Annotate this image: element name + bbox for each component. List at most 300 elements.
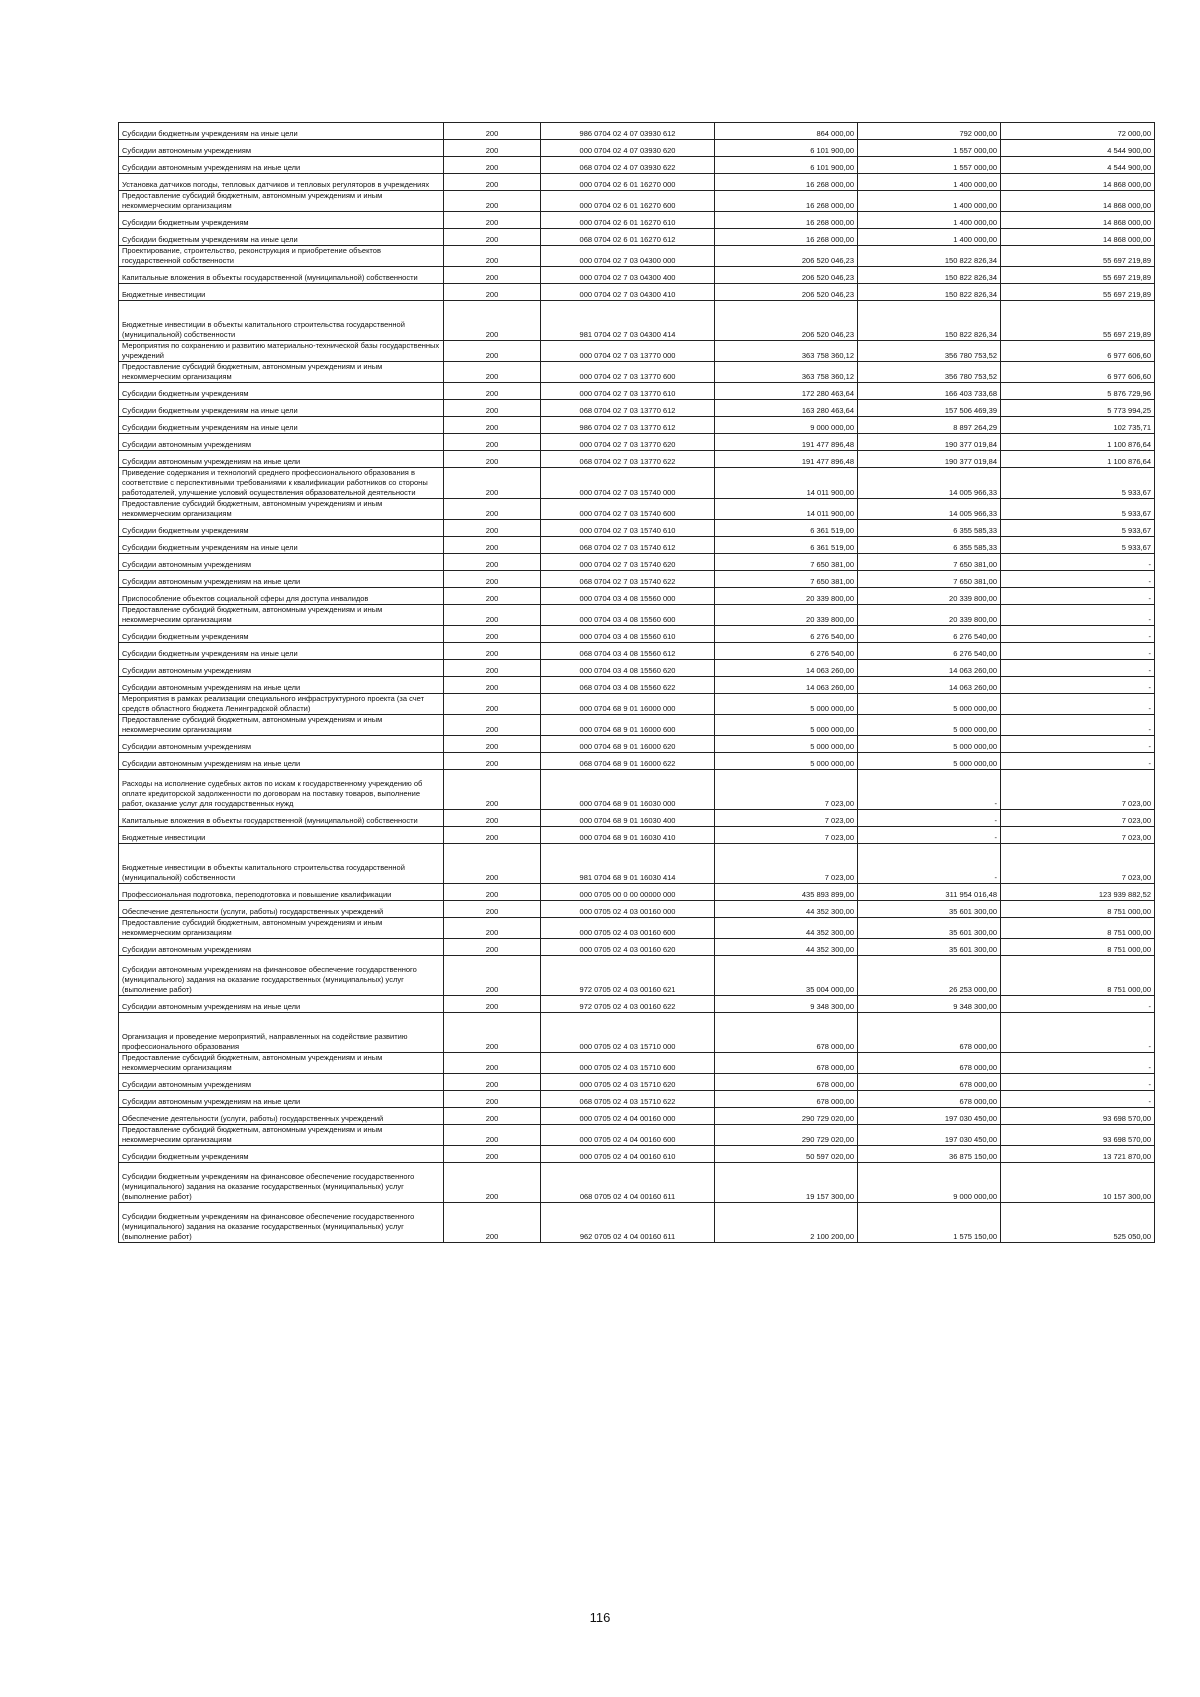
row-approved-amount-cell: 9 000 000,00 bbox=[715, 417, 858, 434]
budget-execution-table bbox=[118, 122, 1155, 1243]
row-name-cell: Бюджетные инвестиции bbox=[119, 827, 444, 844]
table-row bbox=[119, 939, 1155, 956]
row-name-cell: Субсидии бюджетным учреждениям bbox=[119, 520, 444, 537]
row-executed-amount-cell: 14 005 966,33 bbox=[858, 468, 1001, 499]
row-name-cell: Приспособление объектов социальной сферы для доступа инвалидов bbox=[119, 588, 444, 605]
row-executed-amount-cell: 7 650 381,00 bbox=[858, 554, 1001, 571]
row-unexecuted-amount-cell: 8 751 000,00 bbox=[1001, 901, 1155, 918]
row-code-cell: 200 bbox=[444, 677, 541, 694]
row-name-cell: Бюджетные инвестиции в объекты капитального строительства государственной (муниципальной) собственности bbox=[119, 844, 444, 884]
row-classification-code-cell: 000 0704 68 9 01 16000 000 bbox=[541, 694, 715, 715]
row-approved-amount-cell: 14 063 260,00 bbox=[715, 660, 858, 677]
row-classification-code-cell: 981 0704 68 9 01 16030 414 bbox=[541, 844, 715, 884]
row-classification-code-cell: 068 0704 02 7 03 15740 622 bbox=[541, 571, 715, 588]
row-unexecuted-amount-cell: - bbox=[1001, 626, 1155, 643]
table-row bbox=[119, 918, 1155, 939]
row-unexecuted-amount-cell: 72 000,00 bbox=[1001, 123, 1155, 140]
row-classification-code-cell: 000 0704 02 7 03 04300 000 bbox=[541, 246, 715, 267]
row-code-cell: 200 bbox=[444, 1053, 541, 1074]
row-unexecuted-amount-cell: 55 697 219,89 bbox=[1001, 284, 1155, 301]
row-code-cell: 200 bbox=[444, 626, 541, 643]
row-code-cell: 200 bbox=[444, 571, 541, 588]
table-row bbox=[119, 770, 1155, 810]
row-code-cell: 200 bbox=[444, 191, 541, 212]
row-name-cell: Субсидии бюджетным учреждениям на иные цели bbox=[119, 537, 444, 554]
table-row bbox=[119, 827, 1155, 844]
row-name-cell: Приведение содержания и технологий среднего профессионального образования в соответствие с перспективными требованиями к квалификации работников со стороны работодателей, улучшение условий осуществления образовательной деятельности bbox=[119, 468, 444, 499]
row-classification-code-cell: 068 0704 02 7 03 13770 612 bbox=[541, 400, 715, 417]
row-executed-amount-cell: 190 377 019,84 bbox=[858, 451, 1001, 468]
table-row bbox=[119, 753, 1155, 770]
table-row bbox=[119, 571, 1155, 588]
row-unexecuted-amount-cell: 5 773 994,25 bbox=[1001, 400, 1155, 417]
row-code-cell: 200 bbox=[444, 810, 541, 827]
table-row bbox=[119, 1203, 1155, 1243]
row-unexecuted-amount-cell: - bbox=[1001, 643, 1155, 660]
row-classification-code-cell: 000 0704 68 9 01 16030 410 bbox=[541, 827, 715, 844]
row-code-cell: 200 bbox=[444, 694, 541, 715]
row-executed-amount-cell: - bbox=[858, 810, 1001, 827]
row-code-cell: 200 bbox=[444, 400, 541, 417]
row-executed-amount-cell: 9 000 000,00 bbox=[858, 1163, 1001, 1203]
row-classification-code-cell: 000 0704 02 7 03 04300 400 bbox=[541, 267, 715, 284]
row-name-cell: Субсидии бюджетным учреждениям на иные цели bbox=[119, 123, 444, 140]
row-classification-code-cell: 000 0704 02 6 01 16270 000 bbox=[541, 174, 715, 191]
row-name-cell: Предоставление субсидий бюджетным, автономным учреждениям и иным некоммерческим организациям bbox=[119, 715, 444, 736]
row-classification-code-cell: 000 0704 02 7 03 04300 410 bbox=[541, 284, 715, 301]
row-unexecuted-amount-cell: - bbox=[1001, 753, 1155, 770]
row-executed-amount-cell: 150 822 826,34 bbox=[858, 267, 1001, 284]
row-code-cell: 200 bbox=[444, 844, 541, 884]
row-code-cell: 200 bbox=[444, 901, 541, 918]
row-approved-amount-cell: 191 477 896,48 bbox=[715, 434, 858, 451]
row-code-cell: 200 bbox=[444, 284, 541, 301]
row-approved-amount-cell: 14 063 260,00 bbox=[715, 677, 858, 694]
table-row bbox=[119, 956, 1155, 996]
row-approved-amount-cell: 7 650 381,00 bbox=[715, 571, 858, 588]
row-classification-code-cell: 962 0705 02 4 04 00160 611 bbox=[541, 1203, 715, 1243]
row-executed-amount-cell: 5 000 000,00 bbox=[858, 694, 1001, 715]
row-classification-code-cell: 000 0704 68 9 01 16000 620 bbox=[541, 736, 715, 753]
table-row bbox=[119, 362, 1155, 383]
row-classification-code-cell: 068 0704 68 9 01 16000 622 bbox=[541, 753, 715, 770]
table-body bbox=[119, 123, 1155, 1243]
row-unexecuted-amount-cell: 5 933,67 bbox=[1001, 520, 1155, 537]
row-executed-amount-cell: 150 822 826,34 bbox=[858, 284, 1001, 301]
row-name-cell: Субсидии автономным учреждениям bbox=[119, 939, 444, 956]
table-row bbox=[119, 157, 1155, 174]
row-code-cell: 200 bbox=[444, 123, 541, 140]
table-row bbox=[119, 1163, 1155, 1203]
row-executed-amount-cell: 166 403 733,68 bbox=[858, 383, 1001, 400]
row-classification-code-cell: 000 0704 02 6 01 16270 610 bbox=[541, 212, 715, 229]
row-unexecuted-amount-cell: 8 751 000,00 bbox=[1001, 939, 1155, 956]
row-unexecuted-amount-cell: 1 100 876,64 bbox=[1001, 451, 1155, 468]
row-unexecuted-amount-cell: 5 933,67 bbox=[1001, 499, 1155, 520]
row-executed-amount-cell: 678 000,00 bbox=[858, 1074, 1001, 1091]
row-unexecuted-amount-cell: 8 751 000,00 bbox=[1001, 956, 1155, 996]
row-code-cell: 200 bbox=[444, 1074, 541, 1091]
row-code-cell: 200 bbox=[444, 753, 541, 770]
row-name-cell: Мероприятия в рамках реализации специального инфраструктурного проекта (за счет средств областного бюджета Ленинградской области) bbox=[119, 694, 444, 715]
row-unexecuted-amount-cell: - bbox=[1001, 554, 1155, 571]
table-row bbox=[119, 434, 1155, 451]
row-name-cell: Субсидии автономным учреждениям на финансовое обеспечение государственного (муниципального) задания на оказание государственных (муниципальных) услуг (выполнение работ) bbox=[119, 956, 444, 996]
row-unexecuted-amount-cell: 4 544 900,00 bbox=[1001, 157, 1155, 174]
table-row bbox=[119, 736, 1155, 753]
table-row bbox=[119, 996, 1155, 1013]
row-approved-amount-cell: 678 000,00 bbox=[715, 1013, 858, 1053]
row-unexecuted-amount-cell: 8 751 000,00 bbox=[1001, 918, 1155, 939]
row-approved-amount-cell: 7 023,00 bbox=[715, 770, 858, 810]
row-unexecuted-amount-cell: 6 977 606,60 bbox=[1001, 341, 1155, 362]
row-executed-amount-cell: 1 575 150,00 bbox=[858, 1203, 1001, 1243]
row-code-cell: 200 bbox=[444, 827, 541, 844]
row-approved-amount-cell: 678 000,00 bbox=[715, 1091, 858, 1108]
row-classification-code-cell: 000 0704 02 4 07 03930 620 bbox=[541, 140, 715, 157]
row-executed-amount-cell: 36 875 150,00 bbox=[858, 1146, 1001, 1163]
row-approved-amount-cell: 435 893 899,00 bbox=[715, 884, 858, 901]
row-name-cell: Субсидии автономным учреждениям bbox=[119, 660, 444, 677]
row-name-cell: Субсидии автономным учреждениям bbox=[119, 736, 444, 753]
table-row bbox=[119, 499, 1155, 520]
row-classification-code-cell: 972 0705 02 4 03 00160 622 bbox=[541, 996, 715, 1013]
table-row bbox=[119, 123, 1155, 140]
row-code-cell: 200 bbox=[444, 267, 541, 284]
row-approved-amount-cell: 6 101 900,00 bbox=[715, 157, 858, 174]
row-classification-code-cell: 972 0705 02 4 03 00160 621 bbox=[541, 956, 715, 996]
row-executed-amount-cell: 6 276 540,00 bbox=[858, 643, 1001, 660]
row-classification-code-cell: 000 0704 02 7 03 15740 600 bbox=[541, 499, 715, 520]
row-classification-code-cell: 000 0705 02 4 04 00160 000 bbox=[541, 1108, 715, 1125]
row-approved-amount-cell: 206 520 046,23 bbox=[715, 284, 858, 301]
row-unexecuted-amount-cell: 55 697 219,89 bbox=[1001, 301, 1155, 341]
row-executed-amount-cell: 678 000,00 bbox=[858, 1053, 1001, 1074]
row-approved-amount-cell: 20 339 800,00 bbox=[715, 588, 858, 605]
row-executed-amount-cell: 5 000 000,00 bbox=[858, 736, 1001, 753]
row-code-cell: 200 bbox=[444, 174, 541, 191]
row-unexecuted-amount-cell: - bbox=[1001, 677, 1155, 694]
row-code-cell: 200 bbox=[444, 643, 541, 660]
row-classification-code-cell: 000 0704 68 9 01 16030 400 bbox=[541, 810, 715, 827]
row-approved-amount-cell: 5 000 000,00 bbox=[715, 736, 858, 753]
row-code-cell: 200 bbox=[444, 736, 541, 753]
row-name-cell: Обеспечение деятельности (услуги, работы) государственных учреждений bbox=[119, 901, 444, 918]
row-executed-amount-cell: 150 822 826,34 bbox=[858, 301, 1001, 341]
row-code-cell: 200 bbox=[444, 588, 541, 605]
row-code-cell: 200 bbox=[444, 383, 541, 400]
table-row bbox=[119, 677, 1155, 694]
row-name-cell: Субсидии автономным учреждениям bbox=[119, 1074, 444, 1091]
row-classification-code-cell: 068 0704 02 6 01 16270 612 bbox=[541, 229, 715, 246]
row-unexecuted-amount-cell: 7 023,00 bbox=[1001, 827, 1155, 844]
row-classification-code-cell: 068 0705 02 4 04 00160 611 bbox=[541, 1163, 715, 1203]
row-approved-amount-cell: 7 023,00 bbox=[715, 827, 858, 844]
row-classification-code-cell: 000 0705 02 4 03 15710 600 bbox=[541, 1053, 715, 1074]
row-unexecuted-amount-cell: 5 933,67 bbox=[1001, 537, 1155, 554]
table-row bbox=[119, 191, 1155, 212]
row-name-cell: Субсидии бюджетным учреждениям bbox=[119, 212, 444, 229]
row-code-cell: 200 bbox=[444, 605, 541, 626]
row-approved-amount-cell: 6 361 519,00 bbox=[715, 537, 858, 554]
row-classification-code-cell: 000 0704 03 4 08 15560 000 bbox=[541, 588, 715, 605]
row-unexecuted-amount-cell: 102 735,71 bbox=[1001, 417, 1155, 434]
row-unexecuted-amount-cell: 93 698 570,00 bbox=[1001, 1108, 1155, 1125]
row-name-cell: Субсидии автономным учреждениям на иные цели bbox=[119, 1091, 444, 1108]
row-executed-amount-cell: 20 339 800,00 bbox=[858, 605, 1001, 626]
row-executed-amount-cell: 197 030 450,00 bbox=[858, 1108, 1001, 1125]
row-classification-code-cell: 068 0704 03 4 08 15560 612 bbox=[541, 643, 715, 660]
row-name-cell: Проектирование, строительство, реконструкция и приобретение объектов государственной собственности bbox=[119, 246, 444, 267]
row-approved-amount-cell: 172 280 463,64 bbox=[715, 383, 858, 400]
row-executed-amount-cell: 1 400 000,00 bbox=[858, 212, 1001, 229]
table-row bbox=[119, 341, 1155, 362]
row-executed-amount-cell: 14 005 966,33 bbox=[858, 499, 1001, 520]
row-unexecuted-amount-cell: - bbox=[1001, 736, 1155, 753]
row-unexecuted-amount-cell: 525 050,00 bbox=[1001, 1203, 1155, 1243]
row-executed-amount-cell: 678 000,00 bbox=[858, 1013, 1001, 1053]
row-approved-amount-cell: 864 000,00 bbox=[715, 123, 858, 140]
row-name-cell: Установка датчиков погоды, тепловых датчиков и тепловых регуляторов в учреждениях bbox=[119, 174, 444, 191]
row-classification-code-cell: 000 0705 02 4 03 15710 000 bbox=[541, 1013, 715, 1053]
row-unexecuted-amount-cell: - bbox=[1001, 588, 1155, 605]
row-classification-code-cell: 000 0704 02 7 03 13770 000 bbox=[541, 341, 715, 362]
row-code-cell: 200 bbox=[444, 157, 541, 174]
row-approved-amount-cell: 35 004 000,00 bbox=[715, 956, 858, 996]
row-executed-amount-cell: 1 400 000,00 bbox=[858, 174, 1001, 191]
table-row bbox=[119, 1013, 1155, 1053]
row-unexecuted-amount-cell: - bbox=[1001, 1074, 1155, 1091]
row-approved-amount-cell: 290 729 020,00 bbox=[715, 1125, 858, 1146]
row-executed-amount-cell: 356 780 753,52 bbox=[858, 341, 1001, 362]
row-classification-code-cell: 068 0704 03 4 08 15560 622 bbox=[541, 677, 715, 694]
row-classification-code-cell: 000 0704 02 7 03 15740 610 bbox=[541, 520, 715, 537]
table-row bbox=[119, 212, 1155, 229]
row-code-cell: 200 bbox=[444, 996, 541, 1013]
row-name-cell: Капитальные вложения в объекты государственной (муниципальной) собственности bbox=[119, 810, 444, 827]
row-classification-code-cell: 000 0705 02 4 03 15710 620 bbox=[541, 1074, 715, 1091]
row-unexecuted-amount-cell: - bbox=[1001, 1013, 1155, 1053]
row-name-cell: Субсидии бюджетным учреждениям bbox=[119, 1146, 444, 1163]
row-executed-amount-cell: 1 400 000,00 bbox=[858, 229, 1001, 246]
row-approved-amount-cell: 14 011 900,00 bbox=[715, 468, 858, 499]
row-name-cell: Субсидии бюджетным учреждениям на финансовое обеспечение государственного (муниципального) задания на оказание государственных (муниципальных) услуг (выполнение работ) bbox=[119, 1203, 444, 1243]
row-unexecuted-amount-cell: 6 977 606,60 bbox=[1001, 362, 1155, 383]
table-row bbox=[119, 884, 1155, 901]
row-executed-amount-cell: 9 348 300,00 bbox=[858, 996, 1001, 1013]
table-row bbox=[119, 626, 1155, 643]
row-unexecuted-amount-cell: 123 939 882,52 bbox=[1001, 884, 1155, 901]
row-classification-code-cell: 068 0704 02 7 03 15740 612 bbox=[541, 537, 715, 554]
row-approved-amount-cell: 5 000 000,00 bbox=[715, 753, 858, 770]
row-code-cell: 200 bbox=[444, 212, 541, 229]
row-executed-amount-cell: - bbox=[858, 827, 1001, 844]
table-row bbox=[119, 901, 1155, 918]
row-executed-amount-cell: 6 355 585,33 bbox=[858, 520, 1001, 537]
row-classification-code-cell: 000 0705 02 4 03 00160 620 bbox=[541, 939, 715, 956]
row-approved-amount-cell: 678 000,00 bbox=[715, 1053, 858, 1074]
row-code-cell: 200 bbox=[444, 140, 541, 157]
row-executed-amount-cell: 1 557 000,00 bbox=[858, 140, 1001, 157]
row-approved-amount-cell: 5 000 000,00 bbox=[715, 715, 858, 736]
table-row bbox=[119, 588, 1155, 605]
row-name-cell: Субсидии бюджетным учреждениям на иные цели bbox=[119, 400, 444, 417]
row-approved-amount-cell: 191 477 896,48 bbox=[715, 451, 858, 468]
row-approved-amount-cell: 2 100 200,00 bbox=[715, 1203, 858, 1243]
row-executed-amount-cell: 14 063 260,00 bbox=[858, 677, 1001, 694]
row-name-cell: Субсидии автономным учреждениям bbox=[119, 554, 444, 571]
row-name-cell: Субсидии бюджетным учреждениям на финансовое обеспечение государственного (муниципального) задания на оказание государственных (муниципальных) услуг (выполнение работ) bbox=[119, 1163, 444, 1203]
row-approved-amount-cell: 16 268 000,00 bbox=[715, 174, 858, 191]
row-code-cell: 200 bbox=[444, 715, 541, 736]
table-row bbox=[119, 1146, 1155, 1163]
row-classification-code-cell: 000 0705 02 4 03 00160 000 bbox=[541, 901, 715, 918]
table-row bbox=[119, 1053, 1155, 1074]
row-name-cell: Субсидии автономным учреждениям bbox=[119, 140, 444, 157]
row-unexecuted-amount-cell: 14 868 000,00 bbox=[1001, 229, 1155, 246]
row-executed-amount-cell: 356 780 753,52 bbox=[858, 362, 1001, 383]
row-name-cell: Субсидии автономным учреждениям на иные цели bbox=[119, 451, 444, 468]
row-classification-code-cell: 000 0704 02 7 03 15740 620 bbox=[541, 554, 715, 571]
row-unexecuted-amount-cell: 5 876 729,96 bbox=[1001, 383, 1155, 400]
row-approved-amount-cell: 44 352 300,00 bbox=[715, 918, 858, 939]
row-name-cell: Предоставление субсидий бюджетным, автономным учреждениям и иным некоммерческим организациям bbox=[119, 918, 444, 939]
row-approved-amount-cell: 50 597 020,00 bbox=[715, 1146, 858, 1163]
row-classification-code-cell: 000 0704 02 7 03 15740 000 bbox=[541, 468, 715, 499]
row-classification-code-cell: 000 0704 02 6 01 16270 600 bbox=[541, 191, 715, 212]
row-classification-code-cell: 068 0705 02 4 03 15710 622 bbox=[541, 1091, 715, 1108]
row-executed-amount-cell: 5 000 000,00 bbox=[858, 715, 1001, 736]
report-sheet bbox=[118, 122, 1154, 1243]
row-name-cell: Бюджетные инвестиции в объекты капитального строительства государственной (муниципальной) собственности bbox=[119, 301, 444, 341]
row-name-cell: Субсидии автономным учреждениям bbox=[119, 434, 444, 451]
row-approved-amount-cell: 14 011 900,00 bbox=[715, 499, 858, 520]
row-approved-amount-cell: 206 520 046,23 bbox=[715, 246, 858, 267]
table-row bbox=[119, 1125, 1155, 1146]
row-unexecuted-amount-cell: - bbox=[1001, 694, 1155, 715]
row-code-cell: 200 bbox=[444, 554, 541, 571]
table-row bbox=[119, 537, 1155, 554]
page-number: 116 bbox=[589, 1610, 611, 1625]
table-row bbox=[119, 643, 1155, 660]
row-classification-code-cell: 000 0704 68 9 01 16030 000 bbox=[541, 770, 715, 810]
table-row bbox=[119, 520, 1155, 537]
row-name-cell: Предоставление субсидий бюджетным, автономным учреждениям и иным некоммерческим организациям bbox=[119, 1125, 444, 1146]
row-unexecuted-amount-cell: 55 697 219,89 bbox=[1001, 267, 1155, 284]
row-classification-code-cell: 000 0705 00 0 00 00000 000 bbox=[541, 884, 715, 901]
row-code-cell: 200 bbox=[444, 468, 541, 499]
row-name-cell: Субсидии бюджетным учреждениям на иные цели bbox=[119, 417, 444, 434]
row-name-cell: Мероприятия по сохранению и развитию материально-технической базы государственных учреждений bbox=[119, 341, 444, 362]
row-code-cell: 200 bbox=[444, 246, 541, 267]
row-executed-amount-cell: 8 897 264,29 bbox=[858, 417, 1001, 434]
row-approved-amount-cell: 6 361 519,00 bbox=[715, 520, 858, 537]
row-unexecuted-amount-cell: 7 023,00 bbox=[1001, 844, 1155, 884]
row-approved-amount-cell: 6 276 540,00 bbox=[715, 626, 858, 643]
row-code-cell: 200 bbox=[444, 660, 541, 677]
table-row bbox=[119, 468, 1155, 499]
row-approved-amount-cell: 363 758 360,12 bbox=[715, 362, 858, 383]
table-row bbox=[119, 284, 1155, 301]
row-name-cell: Предоставление субсидий бюджетным, автономным учреждениям и иным некоммерческим организациям bbox=[119, 605, 444, 626]
row-name-cell: Субсидии бюджетным учреждениям bbox=[119, 626, 444, 643]
row-classification-code-cell: 981 0704 02 7 03 04300 414 bbox=[541, 301, 715, 341]
row-code-cell: 200 bbox=[444, 1125, 541, 1146]
row-unexecuted-amount-cell: 5 933,67 bbox=[1001, 468, 1155, 499]
row-executed-amount-cell: 7 650 381,00 bbox=[858, 571, 1001, 588]
row-unexecuted-amount-cell: 93 698 570,00 bbox=[1001, 1125, 1155, 1146]
row-name-cell: Субсидии бюджетным учреждениям bbox=[119, 383, 444, 400]
row-approved-amount-cell: 16 268 000,00 bbox=[715, 191, 858, 212]
table-row bbox=[119, 694, 1155, 715]
row-code-cell: 200 bbox=[444, 884, 541, 901]
row-approved-amount-cell: 7 650 381,00 bbox=[715, 554, 858, 571]
row-classification-code-cell: 000 0705 02 4 03 00160 600 bbox=[541, 918, 715, 939]
row-executed-amount-cell: 150 822 826,34 bbox=[858, 246, 1001, 267]
row-executed-amount-cell: 1 557 000,00 bbox=[858, 157, 1001, 174]
table-row bbox=[119, 715, 1155, 736]
row-name-cell: Профессиональная подготовка, переподготовка и повышение квалификации bbox=[119, 884, 444, 901]
row-name-cell: Субсидии автономным учреждениям на иные цели bbox=[119, 157, 444, 174]
table-row bbox=[119, 383, 1155, 400]
row-code-cell: 200 bbox=[444, 939, 541, 956]
row-unexecuted-amount-cell: 14 868 000,00 bbox=[1001, 212, 1155, 229]
row-approved-amount-cell: 363 758 360,12 bbox=[715, 341, 858, 362]
table-row bbox=[119, 1108, 1155, 1125]
row-approved-amount-cell: 6 276 540,00 bbox=[715, 643, 858, 660]
row-name-cell: Субсидии автономным учреждениям на иные цели bbox=[119, 571, 444, 588]
table-row bbox=[119, 140, 1155, 157]
row-unexecuted-amount-cell: - bbox=[1001, 1091, 1155, 1108]
row-name-cell: Организация и проведение мероприятий, направленных на содействие развитию профессионального образования bbox=[119, 1013, 444, 1053]
row-unexecuted-amount-cell: 4 544 900,00 bbox=[1001, 140, 1155, 157]
row-code-cell: 200 bbox=[444, 520, 541, 537]
row-code-cell: 200 bbox=[444, 301, 541, 341]
row-unexecuted-amount-cell: 14 868 000,00 bbox=[1001, 174, 1155, 191]
row-code-cell: 200 bbox=[444, 537, 541, 554]
row-unexecuted-amount-cell: - bbox=[1001, 571, 1155, 588]
row-classification-code-cell: 000 0704 02 7 03 13770 610 bbox=[541, 383, 715, 400]
row-name-cell: Расходы на исполнение судебных актов по искам к государственному учреждению об оплате кредиторской задолженности по договорам на поставку товаров, выполнение работ, оказание услуг для государственных нужд bbox=[119, 770, 444, 810]
row-approved-amount-cell: 16 268 000,00 bbox=[715, 229, 858, 246]
row-executed-amount-cell: 35 601 300,00 bbox=[858, 918, 1001, 939]
row-name-cell: Бюджетные инвестиции bbox=[119, 284, 444, 301]
row-executed-amount-cell: 311 954 016,48 bbox=[858, 884, 1001, 901]
row-code-cell: 200 bbox=[444, 1146, 541, 1163]
row-executed-amount-cell: - bbox=[858, 844, 1001, 884]
row-name-cell: Предоставление субсидий бюджетным, автономным учреждениям и иным некоммерческим организациям bbox=[119, 191, 444, 212]
row-approved-amount-cell: 7 023,00 bbox=[715, 844, 858, 884]
table-row bbox=[119, 400, 1155, 417]
row-classification-code-cell: 986 0704 02 7 03 13770 612 bbox=[541, 417, 715, 434]
row-name-cell: Капитальные вложения в объекты государственной (муниципальной) собственности bbox=[119, 267, 444, 284]
row-unexecuted-amount-cell: 10 157 300,00 bbox=[1001, 1163, 1155, 1203]
row-executed-amount-cell: 35 601 300,00 bbox=[858, 939, 1001, 956]
row-executed-amount-cell: 792 000,00 bbox=[858, 123, 1001, 140]
row-classification-code-cell: 986 0704 02 4 07 03930 612 bbox=[541, 123, 715, 140]
row-classification-code-cell: 000 0704 03 4 08 15560 620 bbox=[541, 660, 715, 677]
row-classification-code-cell: 068 0704 02 4 07 03930 622 bbox=[541, 157, 715, 174]
row-approved-amount-cell: 16 268 000,00 bbox=[715, 212, 858, 229]
row-executed-amount-cell: 1 400 000,00 bbox=[858, 191, 1001, 212]
row-approved-amount-cell: 9 348 300,00 bbox=[715, 996, 858, 1013]
row-unexecuted-amount-cell: - bbox=[1001, 1053, 1155, 1074]
row-executed-amount-cell: 6 355 585,33 bbox=[858, 537, 1001, 554]
table-row bbox=[119, 660, 1155, 677]
row-approved-amount-cell: 19 157 300,00 bbox=[715, 1163, 858, 1203]
row-executed-amount-cell: 5 000 000,00 bbox=[858, 753, 1001, 770]
table-row bbox=[119, 267, 1155, 284]
